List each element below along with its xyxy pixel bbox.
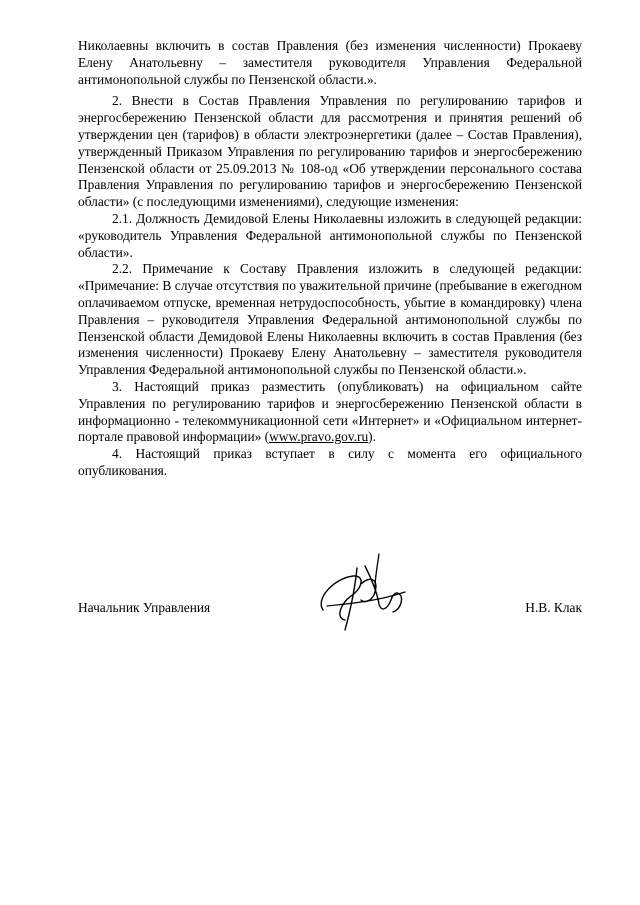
paragraph-item-3-text: 3. Настоящий приказ разместить (опубликовать) на официальном сайте Управления по регулированию тарифов и энергосбережению Пензенской области в информационно - телекоммуникационной сети «Интернет» и «Официальном интернет-портале правовой информации» ( [78, 378, 582, 445]
signatory-title: Начальник Управления [78, 600, 211, 615]
paragraph-item-2: 2. Внести в Состав Правления Управления по регулированию тарифов и энергосбережению Пензенской области для рассмотрения и принятия решений об утверждении цен (тарифов) в области электроэнергетики (далее – Состав Правления), утвержденный Приказом Управления по регулированию тарифов и энергосбережению Пензенской области от 25.09.2013 № 108-од «Об утверждении персонального состава Правления Управления по регулированию тарифов и энергосбережению Пензенской области» (с последующими изменениями), следующие изменения: [78, 93, 582, 210]
signatory-name: Н.В. Клак [525, 600, 582, 615]
paragraph-item-3-end: ). [368, 429, 376, 445]
signature-row [78, 596, 582, 620]
paragraph-continuation: Николаевны включить в состав Правления (без изменения численности) Прокаеву Елену Анатольевну – заместителя руководителя Управления Федеральной антимонопольной службы по Пензенской области.». [78, 38, 582, 87]
pravo-link[interactable]: www.pravo.gov.ru [269, 429, 369, 445]
paragraph-item-2-2: 2.2. Примечание к Составу Правления изложить в следующей редакции: «Примечание: В случае отсутствия по уважительной причине (пребывание в ежегодном оплачиваемом отпуске, временная нетрудоспособность, убытие в командировку) члена Правления – руководителя Управления Федеральной антимонопольной службы по Пензенской области Демидовой Елены Николаевны включить в состав Правления (без изменения численности) Прокаеву Елену Анатольевну – заместителя руководителя Управления Федеральной антимонопольной службы по Пензенской области.». [78, 261, 582, 378]
paragraph-item-4: 4. Настоящий приказ вступает в силу с момента его официального опубликования. [78, 446, 582, 478]
handwritten-signature [305, 548, 415, 638]
paragraph-item-3 [78, 379, 582, 446]
paragraph-item-2-1: 2.1. Должность Демидовой Елены Николаевны изложить в следующей редакции: «руководитель Управления Федеральной антимонопольной службы по Пензенской области». [78, 210, 582, 260]
